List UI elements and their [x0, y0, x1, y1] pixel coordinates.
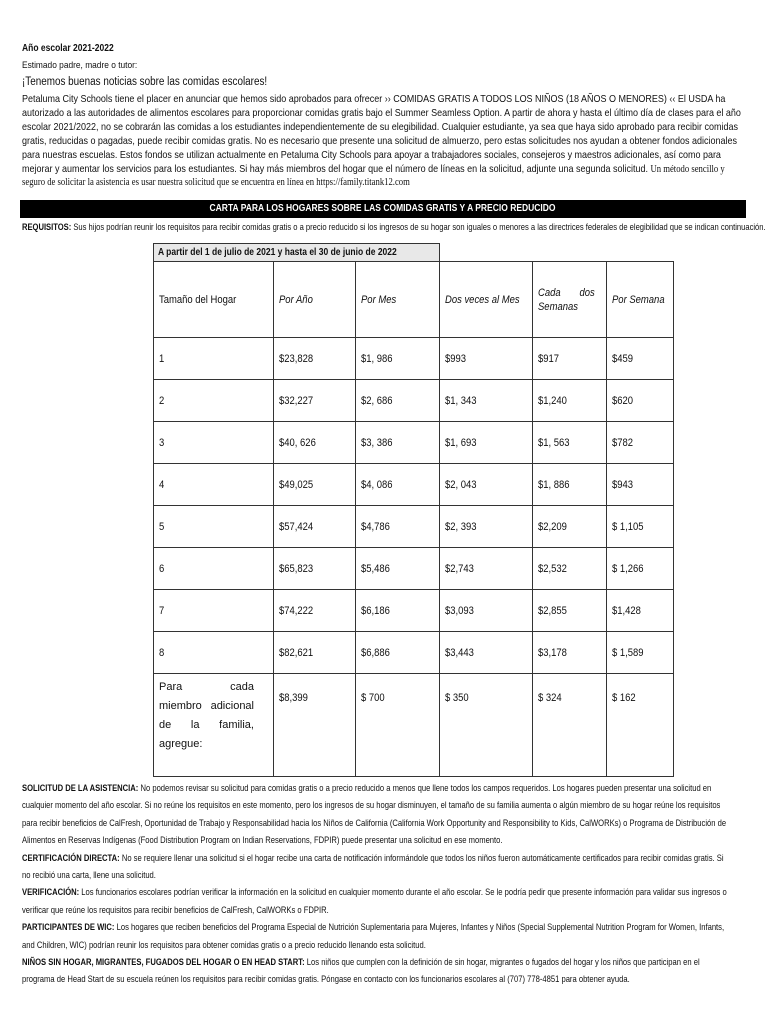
- table-row: 5 $57,424 $4,786 $2, 393 $2,209 $ 1,105: [154, 506, 674, 548]
- header-twice-monthly: Dos veces al Mes: [439, 262, 532, 338]
- greeting: Estimado padre, madre o tutor:: [22, 60, 138, 71]
- table-row: 1 $23,828 $1, 986 $993 $917 $459: [154, 338, 674, 380]
- table-row: 4 $49,025 $4, 086 $2, 043 $1, 886 $943: [154, 464, 674, 506]
- table-row: 8 $82,621 $6,886 $3,443 $3,178 $ 1,589: [154, 632, 674, 674]
- header-per-week: Por Semana: [606, 262, 673, 338]
- requirements-label: REQUISITOS:: [22, 221, 72, 232]
- notes-section: [22, 780, 734, 989]
- table-row-additional-member: Para cada miembro adicional de la familia, agregue: $8,399 $ 700 $ 350 $ 324 $ 162: [154, 674, 674, 777]
- table-row: 7 $74,222 $6,186 $3,093 $2,855 $1,428: [154, 590, 674, 632]
- requirements-text: Sus hijos podrían reunir los requisitos para recibir comidas gratis o a precio reducido si los ingresos de su hogar son iguales o menores a las directrices federales de elegibilidad que se indican continuación.: [73, 221, 766, 232]
- note-verification: VERIFICACIÓN: Los funcionarios escolares podrían verificar la información en la solicitud en cualquier momento durante el año escolar. Se le podría pedir que presente información para validar sus ingresos o verificar que reúne los requisitos para recibir beneficios de CalFresh, CalWORKs o FDPIR.: [22, 887, 727, 915]
- table-row: 2 $32,227 $2, 686 $1, 343 $1,240 $620: [154, 380, 674, 422]
- note-wic: PARTICIPANTES DE WIC: Los hogares que reciben beneficios del Programa Especial de Nutrición Suplementaria para Mujeres, Infantes y Niños (Special Supplemental Nutrition Program for Women, Infants, and Children, WIC) podrían reunir los requisitos para obtener comidas gratis o a precio reducido llenando esta solicitud.: [22, 922, 725, 950]
- intro-paragraph: [22, 93, 749, 190]
- banner-title: CARTA PARA LOS HOGARES SOBRE LAS COMIDAS GRATIS Y A PRECIO REDUCIDO: [209, 203, 557, 214]
- note-application: SOLICITUD DE LA ASISTENCIA: No podemos revisar su solicitud para comidas gratis o a precio reducido a menos que llene todos los campos requeridos. Los hogares pueden presentar una solicitud en cualquier momento del año escolar. Si no reúne los requisitos en este momento, pero los ingresos de su hogar disminuyen, el tamaño de su familia aumenta o algún miembro de su hogar reúne los requisitos para recibir beneficios de CalFresh, Oportunidad de Trabajo y Responsabilidad hacia los Niños de California (California Work Opportunity and Responsibility to Kids, CalWORKs) o Programa de Distribución de Alimentos en Reservas Indígenas (Food Distribution Program on Indian Reservations, FDPIR) puede presentar una solicitud en ese momento.: [22, 783, 727, 846]
- school-year: Año escolar 2021-2022: [22, 43, 114, 54]
- section-banner: [20, 200, 746, 218]
- table-row: 3 $40, 626 $3, 386 $1, 693 $1, 563 $782: [154, 422, 674, 464]
- note-homeless-migrant: NIÑOS SIN HOGAR, MIGRANTES, FUGADOS DEL HOGAR O EN HEAD START: Los niños que cumplen con la definición de sin hogar, migrantes o fugados del hogar y los niños que participan en el programa de Head Start de su escuela reúnen los requisitos para recibir comidas gratis. Póngase en contacto con los funcionarios escolares al (707) 778-4851 para obtener ayuda.: [22, 957, 700, 985]
- income-guidelines-table: [153, 243, 674, 777]
- header-per-month: Por Mes: [355, 262, 439, 338]
- intro-text: Petaluma City Schools tiene el placer en anunciar que hemos sido aprobados para ofrecer ›› COMIDAS GRATIS A TODOS LOS NIÑOS (18 AÑOS O MENORES) ‹‹ El USDA ha autorizado a las autoridades de alimentos escolares para proporcionar comidas gratis bajo el Summer Seamless Option. A partir de ahora y hasta el último día de clases para el año escolar 2021/2022, no se cobrarán las comidas a los estudiantes independientemente de su elegibilidad. Cualquier estudiante, ya sea que haya sido aprobado para recibir comidas gratis, reducidas o pagadas, puede recibir comidas gratis. No es necesario que presente una solicitud de almuerzo, pero estas solicitudes nos ayudan a obtener fondos adicionales para nuestras escuelas. Estos fondos se utilizan actualmente en Petaluma City Schools para apoyar a trabajadores sociales, consejeros y maestros adicionales, así como para mejorar y aumentar los servicios para los estudiantes. Si hay más miembros del hogar que el número de líneas en la solicitud, adjunte una segunda solicitud.: [22, 94, 741, 175]
- header-household-size: Tamaño del Hogar: [154, 262, 274, 338]
- table-row: 6 $65,823 $5,486 $2,743 $2,532 $ 1,266: [154, 548, 674, 590]
- additional-member-label: Para cada miembro adicional de la familia, agregue:: [159, 681, 254, 750]
- table-caption: A partir del 1 de julio de 2021 y hasta el 30 de junio de 2022: [154, 244, 440, 262]
- intro-link-text: Un método sencillo y seguro de solicitar la asistencia es usar nuestra solicitud que se encuentra en línea en https://family.titank12.com: [22, 163, 725, 189]
- header-biweekly: Cada dos Semanas: [532, 262, 606, 338]
- requirements: [22, 221, 766, 232]
- headline: ¡Tenemos buenas noticias sobre las comidas escolares!: [22, 76, 268, 88]
- table-header-row: [154, 262, 674, 338]
- note-direct-certification: CERTIFICACIÓN DIRECTA: No se requiere llenar una solicitud si el hogar recibe una carta de notificación informándole que todos los niños fueron automáticamente certificados para recibir comidas gratis. Si no recibió una carta, llene una solicitud.: [22, 852, 724, 881]
- header-per-year: Por Año: [273, 262, 355, 338]
